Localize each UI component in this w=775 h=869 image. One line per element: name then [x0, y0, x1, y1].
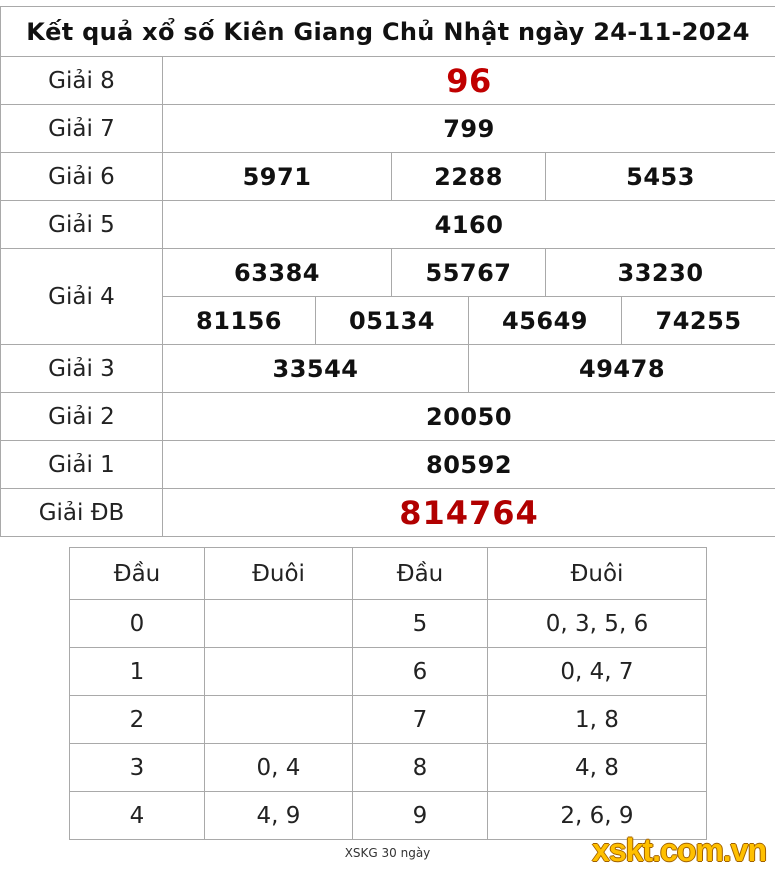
- prize-row-g1: [1, 441, 775, 489]
- prize-value: 2288: [392, 153, 546, 201]
- loto-header-row: [70, 548, 707, 600]
- prize-label: Giải 7: [1, 105, 163, 153]
- prize-value: 33544: [163, 345, 469, 393]
- prize-value: 5971: [163, 153, 392, 201]
- loto-row: [70, 648, 707, 696]
- prize-row-db: [1, 489, 775, 537]
- prize-row-g4: [1, 249, 775, 297]
- loto-cell: 3: [70, 744, 205, 792]
- loto-row: [70, 696, 707, 744]
- prize-value: 20050: [163, 393, 775, 441]
- loto-cell: 2: [70, 696, 205, 744]
- prize-label: Giải 1: [1, 441, 163, 489]
- loto-cell: 9: [353, 792, 488, 840]
- prize-value: 45649: [469, 297, 622, 345]
- prize-label: Giải ĐB: [1, 489, 163, 537]
- prize-label: Giải 4: [1, 249, 163, 345]
- prize-label: Giải 5: [1, 201, 163, 249]
- loto-cell: 0: [70, 600, 205, 648]
- prize-value: 55767: [392, 249, 546, 297]
- prize-row-g2: [1, 393, 775, 441]
- prize-value: 74255: [622, 297, 775, 345]
- loto-row: [70, 600, 707, 648]
- loto-cell: 7: [353, 696, 488, 744]
- prize-value: 49478: [469, 345, 775, 393]
- results-table: [0, 6, 775, 537]
- caption-link[interactable]: XSKG 30 ngày: [0, 846, 775, 860]
- loto-row: [70, 744, 707, 792]
- prize-row-g8: [1, 57, 775, 105]
- prize-label: Giải 3: [1, 345, 163, 393]
- loto-header: Đuôi: [488, 548, 707, 600]
- loto-table: [69, 547, 707, 840]
- prize-value: 05134: [316, 297, 469, 345]
- prize-row-g7: [1, 105, 775, 153]
- special-prize-value: 814764: [163, 489, 775, 537]
- prize-label: Giải 6: [1, 153, 163, 201]
- loto-header: Đuôi: [205, 548, 353, 600]
- prize-value: 80592: [163, 441, 775, 489]
- loto-cell: [205, 600, 353, 648]
- page-title: Kết quả xổ số Kiên Giang Chủ Nhật ngày 24-11-2024: [1, 7, 775, 57]
- loto-cell: [205, 696, 353, 744]
- loto-cell: 0, 4, 7: [488, 648, 707, 696]
- prize-value: 81156: [163, 297, 316, 345]
- loto-cell: 2, 6, 9: [488, 792, 707, 840]
- loto-cell: 0, 4: [205, 744, 353, 792]
- loto-cell: 6: [353, 648, 488, 696]
- prize-value: 4160: [163, 201, 775, 249]
- prize-row-g6: [1, 153, 775, 201]
- loto-cell: 4, 8: [488, 744, 707, 792]
- prize-value: 5453: [546, 153, 775, 201]
- prize-label: Giải 8: [1, 57, 163, 105]
- prize-value: 33230: [546, 249, 775, 297]
- prize-value: 96: [163, 57, 775, 105]
- prize-label: Giải 2: [1, 393, 163, 441]
- loto-cell: 1, 8: [488, 696, 707, 744]
- loto-header: Đầu: [70, 548, 205, 600]
- loto-cell: 0, 3, 5, 6: [488, 600, 707, 648]
- loto-cell: 4: [70, 792, 205, 840]
- prize-value: 63384: [163, 249, 392, 297]
- prize-row-g3: [1, 345, 775, 393]
- loto-cell: 1: [70, 648, 205, 696]
- loto-cell: 4, 9: [205, 792, 353, 840]
- prize-value: 799: [163, 105, 775, 153]
- loto-cell: 5: [353, 600, 488, 648]
- prize-row-g5: [1, 201, 775, 249]
- brand-watermark: xskt.com.vn: [592, 832, 766, 869]
- loto-cell: [205, 648, 353, 696]
- loto-cell: 8: [353, 744, 488, 792]
- loto-header: Đầu: [353, 548, 488, 600]
